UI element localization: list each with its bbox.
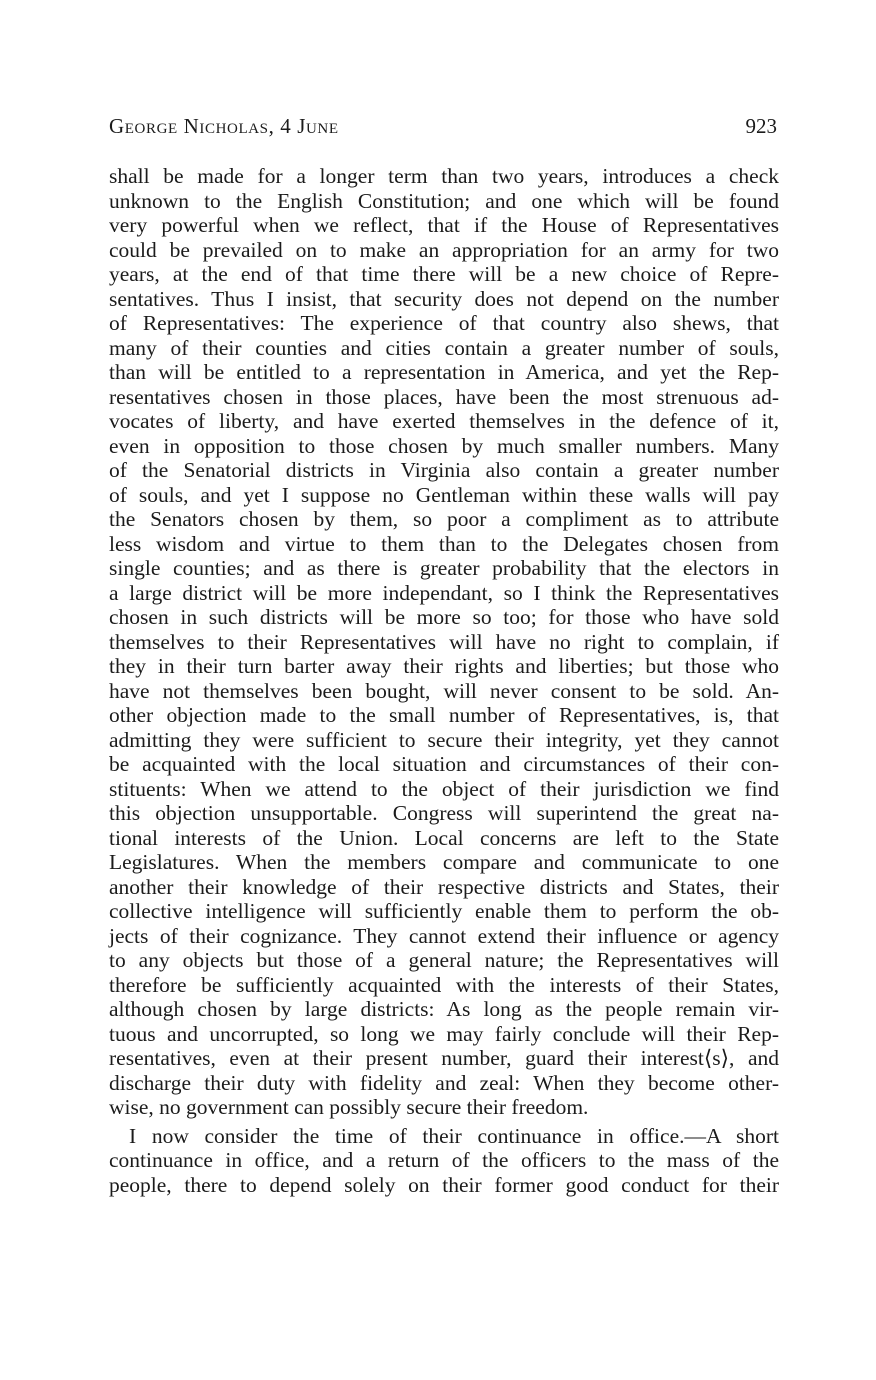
- text-line: resentatives chosen in those places, have been the most strenuous ad-: [109, 384, 779, 409]
- text-line: therefore be sufficiently acquainted with the interests of their States,: [109, 972, 779, 997]
- paragraph: [109, 164, 779, 1120]
- text-line: this objection unsupportable. Congress will superintend the great na-: [109, 801, 779, 825]
- text-line: discharge their duty with fidelity and zeal: When they become other-: [109, 1070, 779, 1095]
- text-line: unknown to the English Constitution; and one which will be found: [109, 188, 779, 213]
- text-line: single counties; and as there is greater probability that the electors in: [109, 556, 779, 580]
- text-line: other objection made to the small number of Representatives, is, that: [109, 703, 779, 727]
- text-line: resentatives, even at their present number, guard their interest⟨s⟩, and: [109, 1046, 779, 1070]
- text-line: sentatives. Thus I insist, that security does not depend on the number: [109, 286, 779, 311]
- text-line: tional interests of the Union. Local concerns are left to the State: [109, 825, 779, 850]
- page-number: 923: [745, 114, 777, 138]
- text-line: a large district will be more independant, so I think the Representatives: [109, 580, 779, 605]
- text-line: Legislatures. When the members compare and communicate to one: [109, 850, 779, 874]
- text-line: tuous and uncorrupted, so long we may fairly conclude will their Rep-: [109, 1021, 779, 1046]
- text-line: many of their counties and cities contain a greater number of souls,: [109, 335, 779, 360]
- text-line: than will be entitled to a representation in America, and yet the Rep-: [109, 360, 779, 384]
- text-line: continuance in office, and a return of the officers to the mass of the: [109, 1148, 779, 1172]
- text-line: the Senators chosen by them, so poor a compliment as to attribute: [109, 507, 779, 531]
- text-line: another their knowledge of their respective districts and States, their: [109, 874, 779, 899]
- text-line: themselves to their Representatives will have no right to complain, if: [109, 629, 779, 654]
- text-line: collective intelligence will sufficiently enable them to perform the ob-: [109, 899, 779, 923]
- text-line: although chosen by large districts: As long as the people remain vir-: [109, 997, 779, 1021]
- running-head: [109, 114, 777, 144]
- text-line: to any objects but those of a general nature; the Representatives will: [109, 948, 779, 972]
- text-line: chosen in such districts will be more so too; for those who have sold: [109, 605, 779, 629]
- text-line: of souls, and yet I suppose no Gentleman within these walls will pay: [109, 482, 779, 507]
- text-line: be acquainted with the local situation and circumstances of their con-: [109, 752, 779, 776]
- text-line: jects of their cognizance. They cannot extend their influence or agency: [109, 923, 779, 948]
- text-line: stituents: When we attend to the object of their jurisdiction we find: [109, 776, 779, 801]
- text-line: have not themselves been bought, will never consent to be sold. An-: [109, 678, 779, 703]
- text-line: could be prevailed on to make an appropriation for an army for two: [109, 237, 779, 262]
- text-line: less wisdom and virtue to them than to the Delegates chosen from: [109, 531, 779, 556]
- text-line: wise, no government can possibly secure their freedom.: [109, 1095, 589, 1119]
- running-title: George Nicholas, 4 June: [109, 114, 339, 138]
- body-text: [109, 164, 779, 1197]
- text-line: they in their turn barter away their rights and liberties; but those who: [109, 654, 779, 678]
- text-line: even in opposition to those chosen by much smaller numbers. Many: [109, 433, 779, 458]
- text-line: of Representatives: The experience of that country also shews, that: [109, 311, 779, 335]
- text-line: shall be made for a longer term than two years, introduces a check: [109, 164, 779, 188]
- text-line: people, there to depend solely on their former good conduct for their: [109, 1172, 779, 1197]
- text-line: years, at the end of that time there will be a new choice of Repre-: [109, 262, 779, 286]
- text-line: vocates of liberty, and have exerted themselves in the defence of it,: [109, 409, 779, 433]
- text-line: of the Senatorial districts in Virginia also contain a greater number: [109, 458, 779, 482]
- text-line: admitting they were sufficient to secure their integrity, yet they cannot: [109, 727, 779, 752]
- text-line: very powerful when we reflect, that if the House of Representatives: [109, 213, 779, 237]
- text-line: I now consider the time of their continuance in office.—A short: [129, 1123, 779, 1148]
- paragraph: [109, 1124, 779, 1198]
